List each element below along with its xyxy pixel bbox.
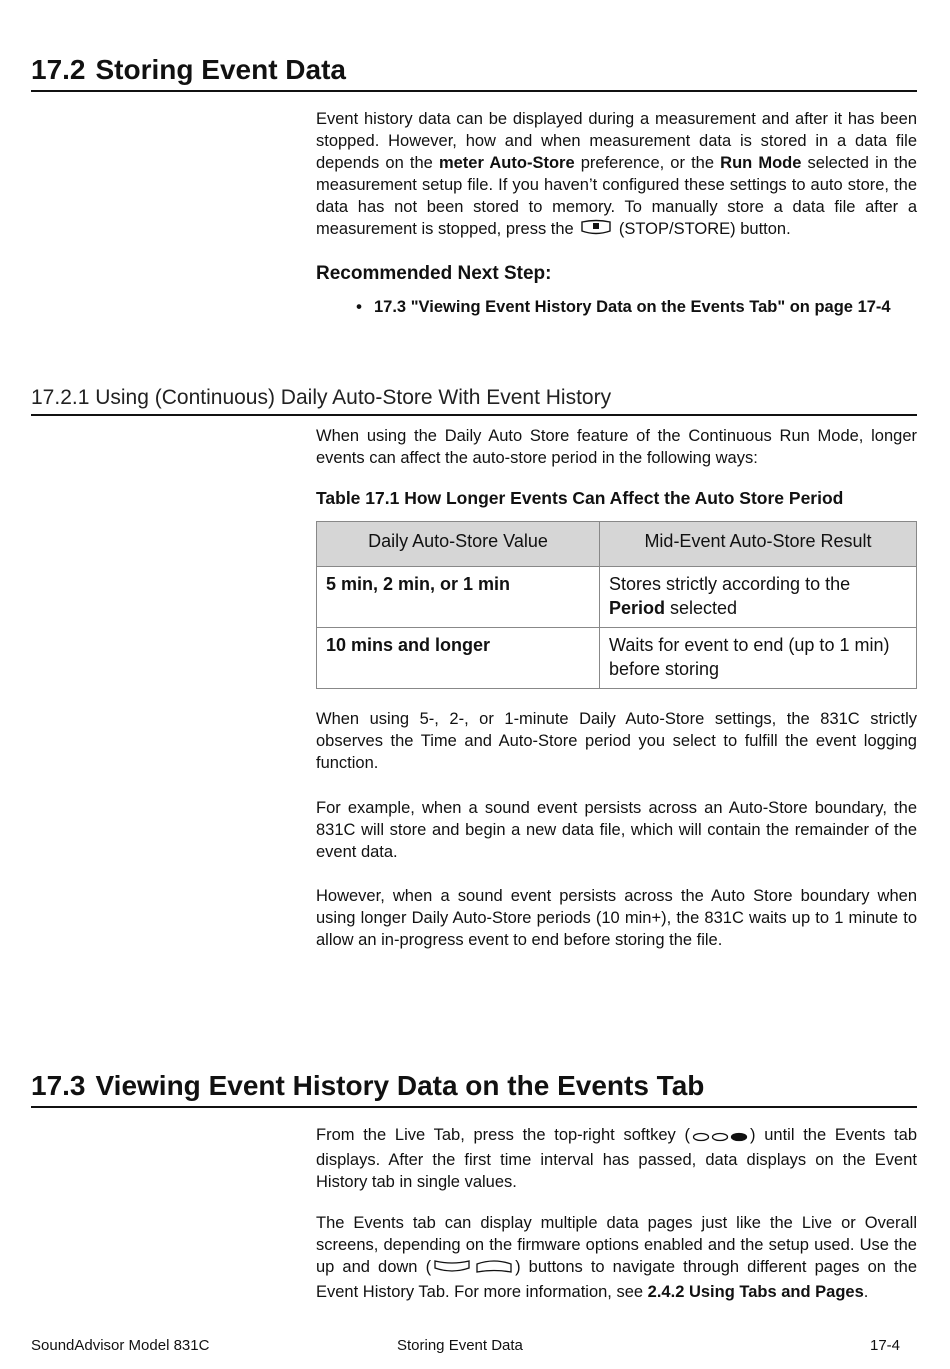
next-step-link[interactable]: 17.3 "Viewing Event History Data on the Events Tab" on page 17-4 [374, 298, 891, 316]
table-row [317, 628, 917, 689]
text-run: Stores strictly according to the [609, 574, 851, 594]
table-header: Daily Auto-Store Value [317, 522, 600, 567]
auto-store-table-wrap [316, 521, 917, 689]
stop-store-button-icon [580, 219, 612, 243]
footer-center: Storing Event Data [397, 1337, 523, 1354]
bold-term-run-mode: Run Mode [720, 154, 802, 172]
text-run: selected [665, 598, 738, 618]
table-header-row [317, 522, 917, 567]
section-title: Storing Event Data [95, 54, 346, 85]
bullet-icon: • [356, 298, 362, 316]
bold-term-period: Period [609, 598, 666, 618]
table-cell-value: 10 mins and longer [317, 628, 600, 689]
auto-store-table [316, 521, 917, 689]
text-run: preference, or the [574, 154, 721, 172]
text-run: . [863, 1283, 869, 1301]
events-tab-paragraph-2 [316, 1212, 917, 1303]
paragraph-strict-observe: When using 5-, 2-, or 1-minute Daily Auto-Store settings, the 831C strictly observes the Time and Auto-Store period you select to fulfill the event logging function. [316, 710, 917, 772]
down-button-icon [475, 1259, 513, 1281]
next-step-item[interactable] [316, 296, 917, 318]
text-run: Event history data can be displayed during a measurement and after it has been stopped. However, how and when measurement data is stored in a data file depends on the [316, 110, 917, 172]
section-heading-17-2 [31, 52, 917, 92]
table-header: Mid-Event Auto-Store Result [600, 522, 917, 567]
paragraph-longer-periods: However, when a sound event persists across the Auto Store boundary when using longer Daily Auto-Store periods (10 min+), the 831C waits up to 1 minute to allow an in-progress event to end before storing the file. [316, 887, 917, 949]
footer-page-number: 17-4 [870, 1337, 901, 1354]
text-run: selected in the measurement setup file. If you haven’t configured these settings to auto store, the data has not been stored to memory. To manually store a data file after a measurement is stopped, press the [316, 154, 917, 238]
table-caption: Table 17.1 How Longer Events Can Affect the Auto Store Period [316, 488, 844, 508]
softkey-icon [692, 1127, 748, 1149]
section-number: 17.2 [31, 54, 86, 85]
text-run: From the Live Tab, press the top-right softkey ( [316, 1126, 690, 1144]
next-step-heading: Recommended Next Step: [316, 263, 552, 284]
table-cell-result [600, 567, 917, 628]
table-cell-result: Waits for event to end (up to 1 min) before storing [600, 628, 917, 689]
section-heading-17-3 [31, 1068, 917, 1108]
text-run: (STOP/STORE) button. [614, 220, 791, 238]
section-number: 17.3 [31, 1070, 86, 1101]
text-run: ) buttons to navigate through different pages on the Event History Tab. For more information, see [316, 1258, 917, 1301]
cross-reference-link[interactable]: 2.4.2 Using Tabs and Pages [647, 1283, 864, 1301]
text-run: ) until the Events tab displays. After the first time interval has passed, data displays on the Event History tab in single values. [316, 1126, 917, 1191]
text-run: The Events tab can display multiple data pages just like the Live or Overall screens, depending on the firmware options enabled and the setup used. Use the up and down ( [316, 1214, 917, 1276]
up-button-icon [433, 1259, 471, 1281]
table-cell-value: 5 min, 2 min, or 1 min [317, 567, 600, 628]
table-row [317, 567, 917, 628]
paragraph-example: For example, when a sound event persists across an Auto-Store boundary, the 831C will store and begin a new data file, which will contain the remainder of the event data. [316, 799, 917, 861]
subsection-heading-17-2-1: 17.2.1 Using (Continuous) Daily Auto-Store With Event History [31, 383, 917, 416]
footer-left: SoundAdvisor Model 831C [31, 1337, 210, 1354]
events-tab-paragraph-1 [316, 1124, 917, 1193]
section-title: Viewing Event History Data on the Events Tab [95, 1070, 705, 1101]
storing-intro-paragraph [316, 108, 917, 243]
bold-term-meter-auto-store: meter Auto-Store [438, 154, 575, 172]
daily-auto-store-intro: When using the Daily Auto Store feature of the Continuous Run Mode, longer events can affect the auto-store period in the following ways: [316, 427, 917, 467]
